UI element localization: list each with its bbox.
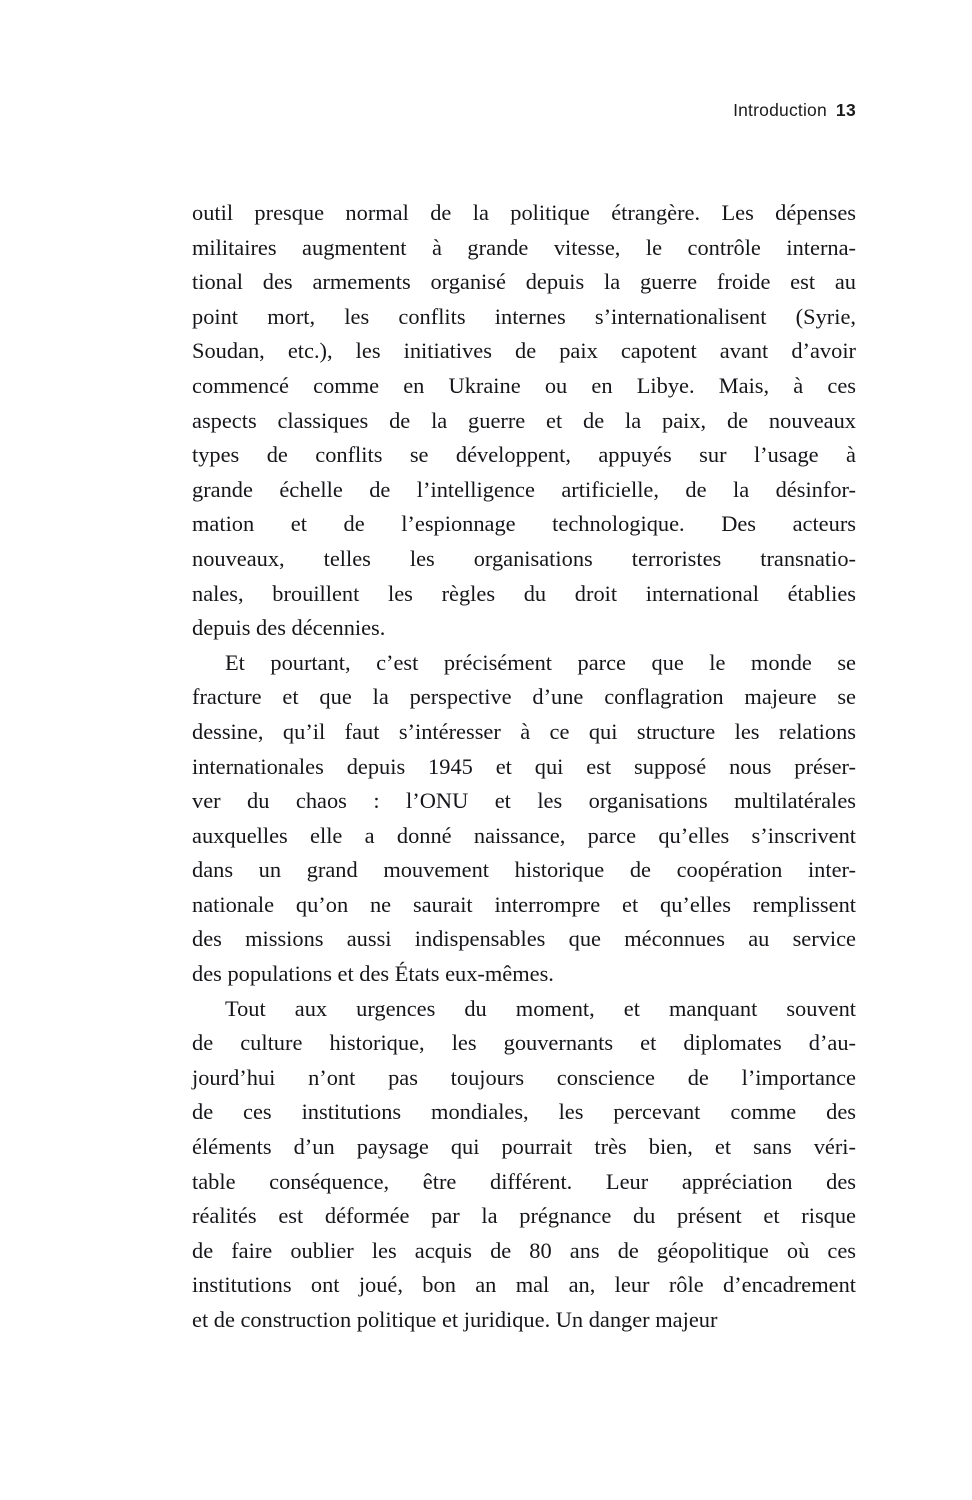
text-line: internationales depuis 1945 et qui est supposé nous préser- xyxy=(192,753,856,779)
paragraph-1 xyxy=(192,196,856,646)
text-line: point mort, les conflits internes s’internationalisent (Syrie, xyxy=(192,303,856,329)
text-line: Et pourtant, c’est précisément parce que le monde se xyxy=(225,649,856,675)
text-line: de ces institutions mondiales, les percevant comme des xyxy=(192,1099,856,1125)
text-line: nationale qu’on ne saurait interrompre et qu’elles remplissent xyxy=(192,891,856,917)
text-line: commencé comme en Ukraine ou en Libye. Mais, à ces xyxy=(192,372,856,398)
text-line: de culture historique, les gouvernants et diplomates d’au- xyxy=(192,1030,856,1056)
text-line: mation et de l’espionnage technologique. Des acteurs xyxy=(192,511,856,537)
text-line: réalités est déformée par la prégnance du présent et risque xyxy=(192,1203,856,1229)
text-line: des populations et des États eux-mêmes. xyxy=(192,961,554,987)
text-line: tional des armements organisé depuis la guerre froide est au xyxy=(192,269,856,295)
page-number: 13 xyxy=(835,100,856,120)
text-line: des missions aussi indispensables que méconnues au service xyxy=(192,926,856,952)
text-line: dessine, qu’il faut s’intéresser à ce qui structure les relations xyxy=(192,718,856,744)
text-line: dans un grand mouvement historique de coopération inter- xyxy=(192,857,856,883)
text-line: auxquelles elle a donné naissance, parce qu’elles s’inscrivent xyxy=(192,822,856,848)
text-line: table conséquence, être différent. Leur appréciation des xyxy=(192,1168,856,1194)
text-line: ver du chaos : l’ONU et les organisations multilatérales xyxy=(192,788,856,814)
text-line: aspects classiques de la guerre et de la paix, de nouveaux xyxy=(192,407,856,433)
text-line: grande échelle de l’intelligence artificielle, de la désinfor- xyxy=(192,476,856,502)
text-line: éléments d’un paysage qui pourrait très bien, et sans véri- xyxy=(192,1134,856,1160)
text-line: institutions ont joué, bon an mal an, leur rôle d’encadrement xyxy=(192,1272,856,1298)
text-line: depuis des décennies. xyxy=(192,615,386,641)
text-line: Soudan, etc.), les initiatives de paix capotent avant d’avoir xyxy=(192,338,856,364)
text-line: types de conflits se développent, appuyés sur l’usage à xyxy=(192,442,856,468)
text-line: et de construction politique et juridique. Un danger majeur xyxy=(192,1307,718,1332)
text-line: nales, brouillent les règles du droit international établies xyxy=(192,580,856,606)
text-line: fracture et que la perspective d’une conflagration majeure se xyxy=(192,684,856,710)
text-line: militaires augmentent à grande vitesse, le contrôle interna- xyxy=(192,234,856,260)
body-text-column xyxy=(192,196,856,1338)
paragraph-2 xyxy=(192,646,856,992)
text-line: jourd’hui n’ont pas toujours conscience de l’importance xyxy=(192,1064,856,1090)
paragraph-3 xyxy=(192,992,856,1338)
running-head-chapter-name: Introduction xyxy=(733,100,827,120)
running-head xyxy=(0,100,856,121)
text-line: Tout aux urgences du moment, et manquant souvent xyxy=(225,995,856,1021)
text-line: outil presque normal de la politique étrangère. Les dépenses xyxy=(192,200,856,225)
text-line: nouveaux, telles les organisations terroristes transnatio- xyxy=(192,545,856,571)
text-line: de faire oublier les acquis de 80 ans de géopolitique où ces xyxy=(192,1237,856,1263)
